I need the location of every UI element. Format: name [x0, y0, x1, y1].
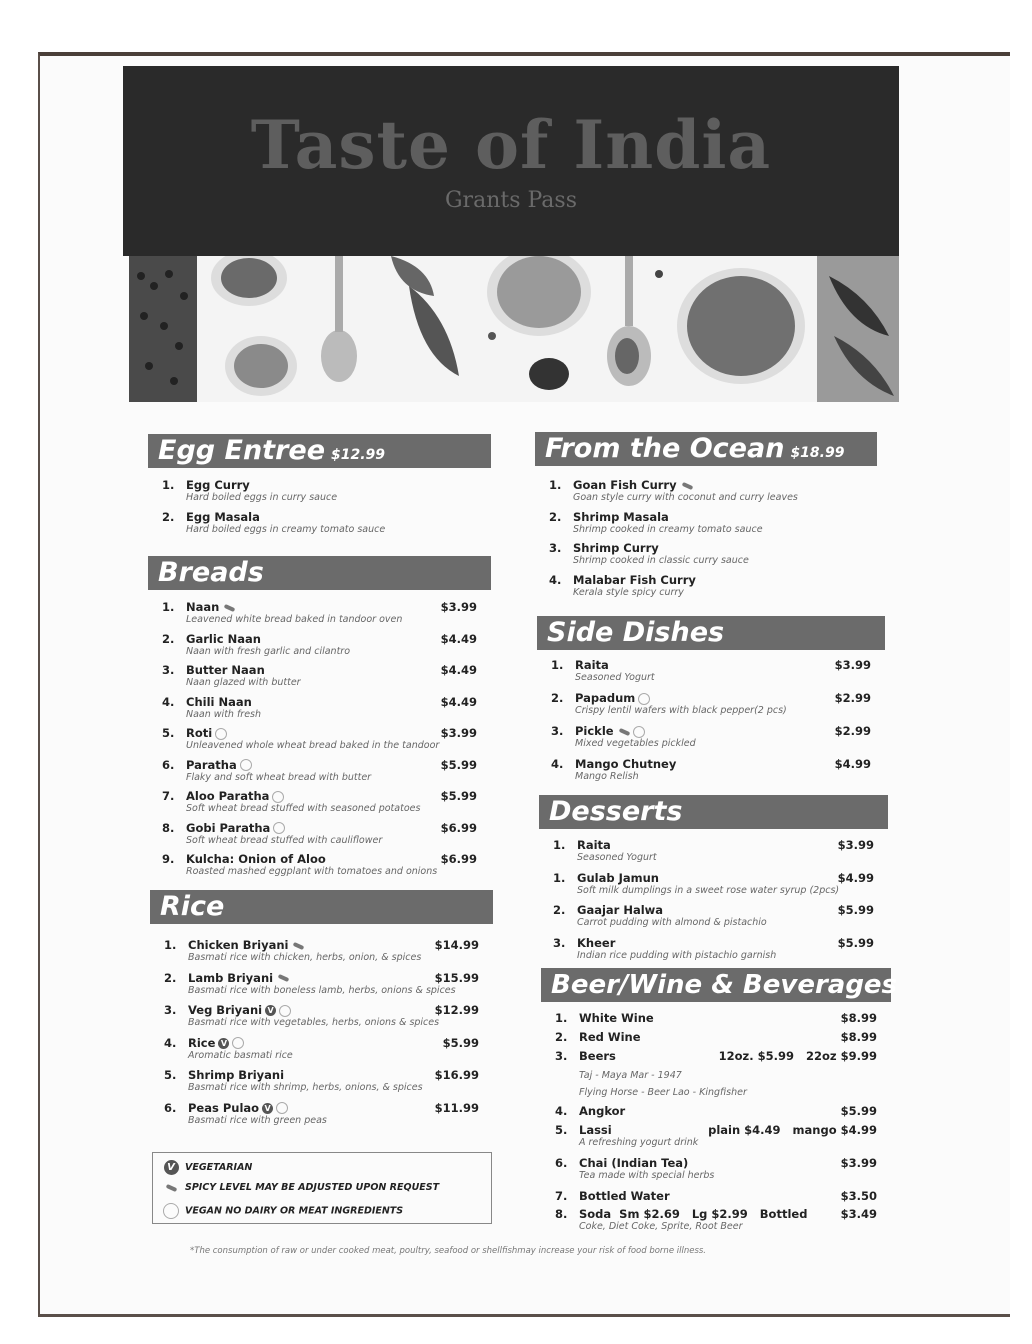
- vegan-icon: [276, 1102, 288, 1114]
- list-item: [148, 852, 491, 884]
- item-price: $12.99: [434, 1003, 479, 1017]
- item-name: Shrimp Briyani: [188, 1068, 285, 1082]
- item-price: $3.99: [837, 838, 874, 852]
- list-item: [541, 1123, 891, 1155]
- item-price: $15.99: [434, 970, 479, 985]
- chili-icon: [293, 941, 305, 949]
- item-price: $6.99: [440, 852, 477, 866]
- item-number: 1.: [555, 1011, 568, 1025]
- item-name: Raita: [575, 658, 609, 672]
- list-item: [537, 724, 885, 757]
- chili-icon: [165, 1183, 177, 1191]
- list-item: [148, 821, 491, 853]
- food-safety-disclaimer: *The consumption of raw or under cooked meat, poultry, seafood or shellfishmay increase your risk of food borne illness.: [190, 1246, 707, 1256]
- list-item: [148, 726, 491, 758]
- item-number: 2.: [162, 631, 175, 646]
- section-header: [539, 795, 888, 829]
- item-number: 3.: [553, 935, 566, 950]
- item-number: 1.: [162, 478, 175, 492]
- item-name: Raita: [577, 838, 611, 852]
- item-number: 2.: [551, 691, 564, 705]
- list-item: [537, 691, 885, 724]
- list-item: [150, 938, 493, 971]
- item-description: Roasted mashed eggplant with tomatoes and onions: [186, 866, 438, 877]
- item-number: 8.: [162, 820, 175, 835]
- section-title: Breads: [158, 557, 264, 588]
- section-header: [537, 616, 885, 650]
- item-price: $3.99: [440, 726, 477, 740]
- list-item: [535, 573, 877, 605]
- item-name: Lassi: [579, 1123, 612, 1137]
- section-from-the-ocean: [535, 432, 877, 604]
- item-name: Kheer: [577, 935, 616, 950]
- item-price: $4.49: [440, 631, 477, 646]
- item-number: 3.: [162, 663, 175, 677]
- item-price: $3.50: [840, 1189, 877, 1203]
- item-number: 1.: [162, 600, 175, 614]
- item-description: Soft wheat bread stuffed with seasoned potatoes: [186, 803, 421, 814]
- item-price: plain $4.49 mango $4.99: [708, 1123, 877, 1137]
- item-number: 1.: [164, 938, 177, 952]
- list-item: [539, 871, 888, 904]
- list-item: [539, 838, 888, 871]
- item-number: 1.: [549, 478, 562, 492]
- list-item: [539, 936, 888, 969]
- item-price: 12oz. $5.99 22oz $9.99: [718, 1049, 877, 1063]
- item-name: Angkor: [579, 1104, 626, 1118]
- legend-label: VEGAN NO DAIRY OR MEAT INGREDIENTS: [185, 1205, 404, 1217]
- item-number: 1.: [551, 658, 564, 672]
- item-number: 2.: [164, 970, 177, 985]
- item-price: $6.99: [440, 820, 477, 835]
- item-name: [575, 724, 645, 738]
- item-description: Naan glazed with butter: [186, 677, 301, 688]
- item-description: Hard boiled eggs in curry sauce: [186, 492, 338, 503]
- item-name: Chai (Indian Tea): [579, 1156, 689, 1170]
- item-price: $16.99: [434, 1068, 479, 1082]
- vegan-icon: [163, 1203, 179, 1219]
- list-item: [150, 1101, 493, 1134]
- item-description: Mixed vegetables pickled: [575, 738, 696, 749]
- item-name: White Wine: [579, 1011, 654, 1025]
- item-name: [186, 821, 285, 835]
- item-name: Egg Curry: [186, 478, 250, 492]
- item-price: $11.99: [434, 1100, 479, 1115]
- item-description: Carrot pudding with almond & pistachio: [577, 917, 767, 928]
- item-name: [186, 726, 227, 740]
- item-price: $5.99: [840, 1104, 877, 1118]
- item-price: $4.49: [440, 663, 477, 677]
- list-item: [537, 658, 885, 691]
- item-number: 7.: [162, 789, 175, 803]
- vegetarian-icon: V: [262, 1103, 273, 1114]
- item-number: 1.: [553, 870, 566, 885]
- list-item: [539, 903, 888, 936]
- item-name: [573, 478, 693, 492]
- section-side-dishes: [537, 616, 885, 790]
- list-item: [148, 510, 491, 542]
- item-name: Gaajar Halwa: [577, 903, 664, 917]
- item-price: $5.99: [837, 903, 874, 917]
- chili-icon: [681, 481, 693, 489]
- item-price: $5.99: [440, 789, 477, 803]
- section-price: $12.99: [331, 447, 386, 463]
- legend-label: SPICY LEVEL MAY BE ADJUSTED UPON REQUEST: [185, 1182, 440, 1193]
- item-number: 5.: [162, 726, 175, 740]
- item-description: Mango Relish: [575, 771, 639, 782]
- item-name: [575, 691, 650, 705]
- list-item: [537, 757, 885, 790]
- section-title: Egg Entree: [158, 435, 326, 466]
- restaurant-location: Grants Pass: [444, 188, 577, 213]
- item-name: Red Wine: [579, 1030, 641, 1044]
- item-name: Gulab Jamun: [577, 870, 659, 885]
- item-number: 4.: [162, 694, 175, 709]
- item-name: Kulcha: Onion of Aloo: [186, 852, 326, 866]
- item-description: Shrimp cooked in classic curry sauce: [573, 555, 749, 566]
- vegetarian-icon: V: [265, 1005, 276, 1016]
- section-title: Desserts: [549, 796, 683, 827]
- item-number: 1.: [553, 838, 566, 852]
- item-description: Coke, Diet Coke, Sprite, Root Beer: [579, 1221, 743, 1232]
- item-number: 9.: [162, 852, 175, 866]
- vegan-icon: [240, 759, 252, 771]
- item-name: Egg Masala: [186, 509, 260, 524]
- list-item: [148, 632, 491, 664]
- item-name: Bottled Water: [579, 1189, 670, 1203]
- list-item: [535, 478, 877, 510]
- list-item: [148, 789, 491, 821]
- item-price: $8.99: [840, 1030, 877, 1044]
- item-name: [186, 789, 284, 803]
- item-description: Hard boiled eggs in creamy tomato sauce: [186, 523, 386, 535]
- list-item: [148, 600, 491, 632]
- item-name: [188, 971, 289, 985]
- vegan-icon: [215, 728, 227, 740]
- item-name: [188, 1003, 291, 1017]
- menu-legend: [152, 1152, 492, 1224]
- item-name-text: Veg Briyani: [188, 1003, 263, 1017]
- item-price: $4.99: [834, 757, 871, 771]
- item-description: Flaky and soft wheat bread with butter: [186, 771, 372, 783]
- list-item: [150, 971, 493, 1004]
- item-name: Butter Naan: [186, 663, 265, 677]
- item-number: 3.: [164, 1003, 177, 1017]
- item-description: Basmati rice with vegetables, herbs, onions & spices: [188, 1017, 440, 1028]
- item-number: 3.: [551, 724, 564, 738]
- vegan-icon: [279, 1005, 291, 1017]
- section-breads: [148, 556, 491, 884]
- item-name-text: Paratha: [186, 757, 237, 772]
- item-number: 2.: [549, 509, 562, 524]
- section-title: Rice: [160, 891, 225, 922]
- item-price: $3.99: [840, 1156, 877, 1170]
- item-name: [186, 758, 252, 772]
- item-number: 3.: [549, 541, 562, 555]
- item-description: A refreshing yogurt drink: [579, 1137, 699, 1148]
- item-name: Chili Naan: [186, 694, 252, 709]
- item-name: [188, 1036, 244, 1050]
- list-item: [148, 695, 491, 727]
- item-description: Soft wheat bread stuffed with cauliflower: [186, 834, 383, 846]
- item-number: 6.: [164, 1100, 177, 1115]
- item-number: 8.: [555, 1207, 568, 1221]
- item-number: 3.: [555, 1049, 568, 1063]
- list-item: [150, 1003, 493, 1036]
- item-price: $3.99: [440, 600, 477, 614]
- section-beverages: [541, 968, 898, 1251]
- item-description: Soft milk dumplings in a sweet rose water syrup (2pcs): [577, 884, 840, 896]
- item-description: Indian rice pudding with pistachio garnish: [577, 949, 777, 961]
- item-description: Basmati rice with green peas: [188, 1114, 327, 1126]
- item-number: 4.: [549, 572, 562, 587]
- item-price: $4.49: [440, 694, 477, 709]
- item-price: $3.99: [834, 658, 871, 672]
- vegan-icon: [638, 693, 650, 705]
- item-price: $5.99: [440, 757, 477, 772]
- chili-icon: [618, 727, 630, 735]
- legend-vegetarian: [163, 1160, 252, 1175]
- list-item: [541, 1156, 891, 1188]
- chili-icon: [278, 974, 290, 982]
- list-item: [148, 758, 491, 790]
- section-title: From the Ocean: [545, 433, 785, 464]
- item-name: [188, 938, 304, 952]
- item-description: Aromatic basmati rice: [188, 1049, 293, 1061]
- vegan-icon: [273, 822, 285, 834]
- item-name: [188, 1101, 288, 1115]
- item-price: $2.99: [834, 691, 871, 705]
- item-number: 5.: [555, 1123, 568, 1137]
- vegan-icon: [232, 1037, 244, 1049]
- item-price: $5.99: [442, 1035, 479, 1050]
- item-description: Tea made with special herbs: [579, 1170, 715, 1181]
- item-number: 2.: [553, 903, 566, 917]
- section-rice: [150, 890, 493, 1133]
- legend-spicy: [163, 1182, 439, 1193]
- item-name: Soda Sm $2.69 Lg $2.99 Bottled: [579, 1207, 808, 1221]
- item-price: $4.99: [837, 870, 874, 885]
- section-price: $18.99: [790, 445, 845, 461]
- legend-vegan: [163, 1203, 403, 1219]
- item-name: Garlic Naan: [186, 631, 261, 646]
- chili-icon: [224, 603, 236, 611]
- item-number: 5.: [164, 1068, 177, 1082]
- section-header: [541, 968, 898, 1002]
- list-item: [150, 1036, 493, 1069]
- item-description: Basmati rice with boneless lamb, herbs, onions & spices: [188, 984, 456, 996]
- legend-label: VEGETARIAN: [185, 1162, 253, 1173]
- item-number: 2.: [555, 1030, 568, 1044]
- spices-banner-image: [129, 256, 899, 402]
- item-description: Seasoned Yogurt: [575, 672, 655, 683]
- item-number: 4.: [164, 1035, 177, 1050]
- item-description: Kerala style spicy curry: [573, 586, 684, 598]
- list-item: [148, 478, 491, 510]
- item-price: $2.99: [834, 724, 871, 738]
- section-header: [535, 432, 877, 466]
- item-name-text: Gobi Paratha: [186, 820, 271, 835]
- item-name-text: Goan Fish Curry: [573, 478, 677, 492]
- item-name-text: Naan: [186, 600, 220, 614]
- vegan-icon: [272, 791, 284, 803]
- item-description: Shrimp cooked in creamy tomato sauce: [573, 523, 763, 535]
- section-egg-entree: [148, 434, 491, 541]
- item-name: [186, 600, 235, 614]
- section-header: [150, 890, 493, 924]
- list-item: [535, 510, 877, 542]
- item-name: Shrimp Curry: [573, 541, 659, 555]
- item-name: Mango Chutney: [575, 757, 677, 771]
- item-name-text: Papadum: [575, 691, 636, 705]
- item-description: Leavened white bread baked in tandoor oven: [186, 614, 403, 625]
- list-item: [148, 663, 491, 695]
- vegan-icon: [633, 726, 645, 738]
- item-description: Basmati rice with chicken, herbs, onion, & spices: [188, 952, 422, 963]
- item-name: Beers: [579, 1049, 616, 1063]
- item-price: $5.99: [837, 935, 874, 950]
- item-price: $14.99: [434, 938, 479, 952]
- menu-header: [123, 66, 899, 256]
- item-name-text: Aloo Paratha: [186, 789, 270, 803]
- item-name: Malabar Fish Curry: [573, 572, 696, 587]
- item-name-text: Rice: [188, 1035, 216, 1050]
- item-number: 4.: [555, 1104, 568, 1118]
- item-name-text: Lamb Briyani: [188, 970, 274, 985]
- beer-brand-list: Flying Horse - Beer Lao - Kingfisher: [579, 1087, 747, 1098]
- item-number: 2.: [162, 509, 175, 524]
- item-number: 6.: [162, 757, 175, 772]
- item-name-text: Chicken Briyani: [188, 938, 289, 952]
- item-price: $3.49: [840, 1207, 877, 1221]
- item-number: 4.: [551, 757, 564, 771]
- item-description: Crispy lentil wafers with black pepper(2 pcs): [575, 705, 787, 716]
- item-description: Unleavened whole wheat bread baked in the tandoor: [186, 740, 440, 751]
- vegetarian-icon: V: [164, 1160, 179, 1175]
- item-name: Shrimp Masala: [573, 509, 669, 524]
- item-number: 6.: [555, 1156, 568, 1170]
- item-description: Naan with fresh: [186, 708, 262, 720]
- item-number: 7.: [555, 1189, 568, 1203]
- item-description: Naan with fresh garlic and cilantro: [186, 645, 351, 657]
- item-description: Basmati rice with shrimp, herbs, onions, & spices: [188, 1082, 423, 1093]
- item-price: $8.99: [840, 1011, 877, 1025]
- item-description: Goan style curry with coconut and curry leaves: [573, 492, 798, 503]
- restaurant-name: Taste of India: [250, 106, 772, 184]
- section-desserts: [539, 795, 888, 968]
- list-item: [535, 541, 877, 573]
- section-header: [148, 434, 491, 468]
- list-item: [150, 1068, 493, 1101]
- item-description: Seasoned Yogurt: [577, 852, 657, 863]
- item-name-text: Roti: [186, 726, 213, 740]
- section-title: Side Dishes: [547, 617, 725, 648]
- item-name-text: Pickle: [575, 724, 614, 738]
- section-header: [148, 556, 491, 590]
- list-item: [541, 1207, 891, 1239]
- item-name-text: Peas Pulao: [188, 1100, 260, 1115]
- vegetarian-icon: V: [218, 1038, 229, 1049]
- beer-brand-list: Taj - Maya Mar - 1947: [579, 1070, 682, 1081]
- section-title: Beer/Wine & Beverages: [551, 970, 898, 1000]
